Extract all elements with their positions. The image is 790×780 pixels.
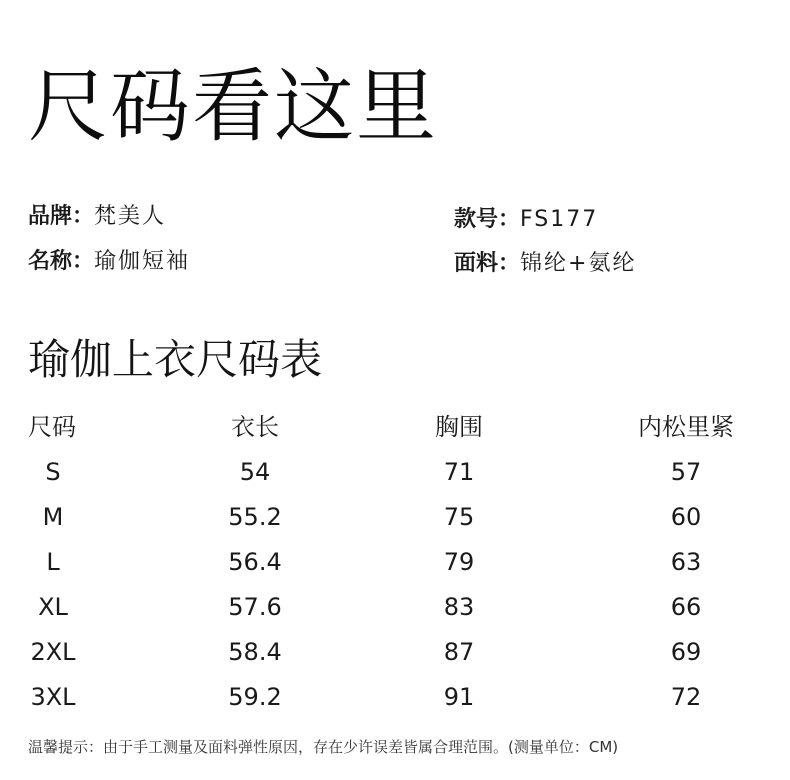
length-cell: 57.6 [228, 593, 282, 621]
fabric-value: 锦纶+氨纶 [520, 251, 637, 276]
table-header-row [0, 409, 790, 445]
product-name-value: 瑜伽短袖 [94, 249, 191, 274]
measurement-note: 温馨提示：由于手工测量及面料弹性原因，存在少许误差皆属合理范围。(测量单位：CM) [28, 738, 619, 756]
size-table-title: 瑜伽上衣尺码表 [28, 335, 323, 384]
fit-cell: 66 [670, 593, 702, 621]
table-row [0, 589, 790, 625]
chest-cell: 83 [443, 593, 475, 621]
size-cell: S [45, 458, 61, 486]
header-fit: 内松里紧 [638, 413, 734, 441]
header-size: 尺码 [28, 413, 76, 441]
fit-cell: 63 [670, 548, 702, 576]
chest-cell: 91 [443, 683, 475, 711]
brand-label: 品牌： [28, 204, 95, 229]
chest-cell: 87 [443, 638, 475, 666]
size-cell: 3XL [30, 683, 76, 711]
brand-info [28, 202, 166, 232]
model-label: 款号： [454, 207, 521, 232]
page-title: 尺码看这里 [28, 60, 438, 153]
header-chest: 胸围 [435, 413, 483, 441]
table-row [0, 454, 790, 490]
length-cell: 59.2 [228, 683, 282, 711]
table-row [0, 679, 790, 715]
length-cell: 55.2 [228, 503, 282, 531]
fit-cell: 72 [670, 683, 702, 711]
table-row [0, 544, 790, 580]
length-cell: 54 [239, 458, 271, 486]
fabric-info [454, 249, 636, 279]
fabric-label: 面料： [454, 251, 521, 276]
size-cell: M [42, 503, 64, 531]
fit-cell: 69 [670, 638, 702, 666]
length-cell: 56.4 [228, 548, 282, 576]
chest-cell: 79 [443, 548, 475, 576]
size-cell: L [46, 548, 60, 576]
model-info [454, 205, 598, 235]
length-cell: 58.4 [228, 638, 282, 666]
table-row [0, 499, 790, 535]
table-row [0, 634, 790, 670]
header-length: 衣长 [231, 413, 279, 441]
size-cell: XL [38, 593, 68, 621]
brand-value: 梵美人 [94, 204, 167, 229]
product-name-label: 名称： [28, 249, 95, 274]
size-cell: 2XL [30, 638, 76, 666]
fit-cell: 57 [670, 458, 702, 486]
fit-cell: 60 [670, 503, 702, 531]
chest-cell: 75 [443, 503, 475, 531]
chest-cell: 71 [443, 458, 475, 486]
product-name-info [28, 247, 190, 277]
model-value: FS177 [520, 207, 599, 232]
